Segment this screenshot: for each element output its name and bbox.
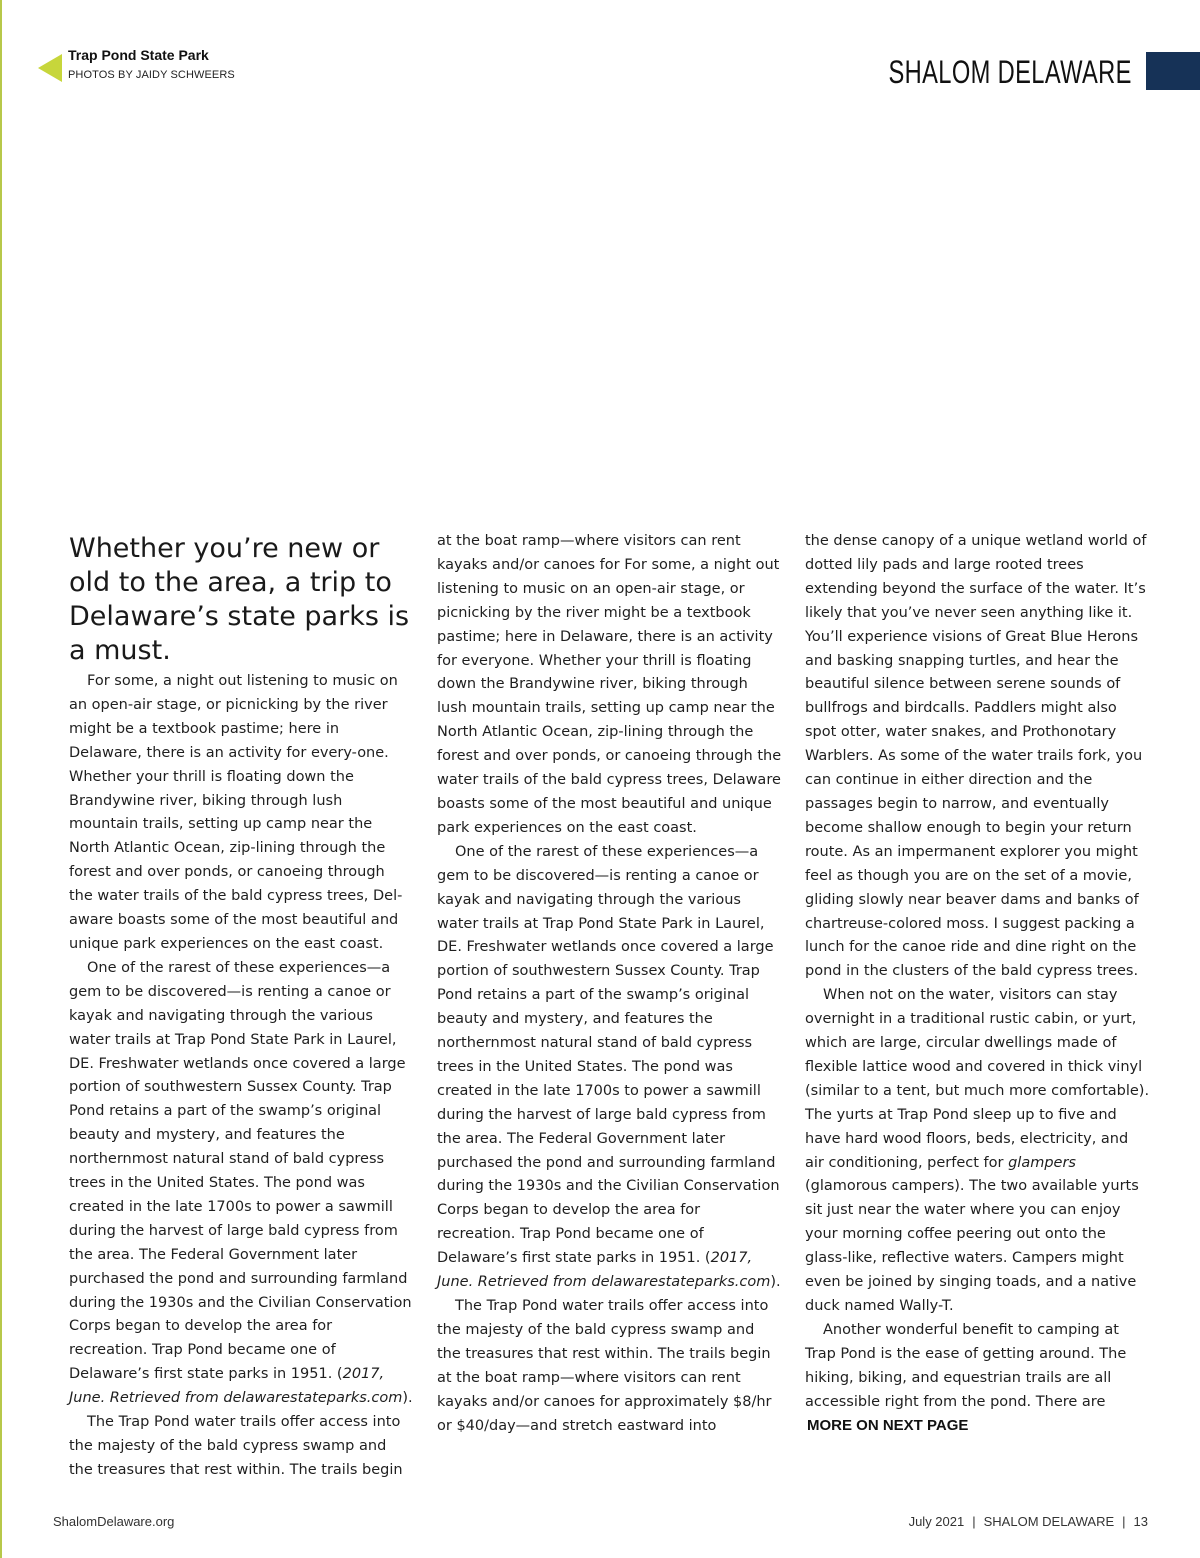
paragraph-text: ). [770,1274,781,1291]
separator: | [1122,1514,1126,1529]
caption-arrow-icon [38,54,62,82]
photo-caption-title: Trap Pond State Park [68,47,209,63]
paragraph-text: One of the rarest of these experiences—a gem to be discovered—is renting a canoe or kayak and navigating through the various water trails at Trap Pond State Park in Laurel, DE. Freshwater wetlands once covered a large portion of southwestern Sussex County. Trap Pond retains a part of the swamp’s original beauty and mystery, and features the northernmost natural stand of bald cypress trees in the United States. The pond was created in the late 1700s to power a sawmill during the harvest of large bald cypress from the area. The Federal Government later purchased the pond and surrounding farmland during the 1930s and the Civilian Conservation Corps began to develop the area for recreation. Trap Pond became one of Delaware’s first state parks in 1951. ( [69,959,412,1383]
publication-name: SHALOM DELAWARE [983,1514,1115,1529]
paragraph: Another wonderful benefit to camping at Trap Pond is the ease of getting around. The hiking, biking, and equestrian trails are all accessible right from the pond. There are [805,1321,1127,1410]
page-number: 13 [1133,1514,1148,1529]
article-column-3 [805,530,1150,1434]
paragraph-text: One of the rarest of these experiences—a gem to be discovered—is renting a canoe or kayak and navigating through the various water trails at Trap Pond State Park in Laurel, DE. Freshwater wetlands once covered a large portion of southwestern Sussex County. Trap Pond retains a part of the swamp’s original beauty and mystery, and features the northernmost natural stand of bald cypress trees in the United States. The pond was created in the late 1700s to power a sawmill during the harvest of large bald cypress from the area. The Federal Government later purchased the pond and surrounding farmland during the 1930s and the Civilian Conservation Corps began to develop the area for recreation. Trap Pond became one of Delaware’s first state parks in 1951. ( [437,843,780,1267]
article-headline: Whether you’re new or old to the area, a trip to Delaware’s state parks is a must. [69,533,410,666]
article-column-2 [437,530,782,1438]
article-column-1 [69,532,413,1483]
paragraph [69,957,413,1411]
paragraph: The Trap Pond water trails offer access into the majesty of the bald cypress swamp and the treasures that rest within. The trails begin [69,1414,403,1478]
paragraph-text: When not on the water, visitors can stay overnight in a traditional rustic cabin, or yurt, which are large, circular dwellings made of flexible lattice wood and covered in thick vinyl (similar to a tent, but much more comfortable). The yurts at Trap Pond sleep up to five and have hard wood floors, beds, electricity, and air conditioning, perfect for [805,987,1150,1171]
footer-folio [909,1514,1148,1529]
paragraph [805,984,1150,1319]
emphasis: glampers [1008,1154,1076,1171]
footer-website: ShalomDelaware.org [53,1514,175,1529]
issue-date: July 2021 [908,1514,965,1529]
paragraph-text: ). [402,1390,413,1407]
brand-accent-block [1146,52,1200,90]
separator: | [972,1514,976,1529]
magazine-brand: SHALOM DELAWARE [888,54,1132,90]
photo-credit: PHOTOS BY JAIDY SCHWEERS [68,69,235,81]
paragraph: the dense canopy of a unique wetland world of dotted lily pads and large rooted trees extending beyond the surface of the water. It’s likely that you’ve never seen anything like it. You’ll experience visions of Great Blue Herons and basking snapping turtles, and hear the beautiful silence between serene sounds of bullfrogs and birdcalls. Paddlers might also spot otter, water snakes, and Prothonotary Warblers. As some of the water trails fork, you can continue in either direction and the passages begin to narrow, and eventually become shallow enough to begin your return route. As an impermanent explorer you might feel as though you are on the set of a movie, gliding slowly near beaver dams and banks of chartreuse-colored moss. I suggest packing a lunch for the canoe ride and dine right on the pond in the clusters of the bald cypress trees. [805,533,1147,980]
continued-link[interactable]: MORE ON NEXT PAGE [807,1416,969,1434]
paragraph: For some, a night out listening to music on an open-air stage, or picnicking by the river might be a textbook pastime; here in Delaware, there is an activity for every-one. Whether your thrill is floating down the Brandywine river, biking through lush mountain trails, setting up camp near the North Atlantic Ocean, zip-lining through the forest and over ponds, or canoeing through the water trails of the bald cypress trees, Del-aware boasts some of the most beautiful and unique park experiences on the east coast. [69,673,403,952]
paragraph: The Trap Pond water trails offer access into the majesty of the bald cypress swamp and the treasures that rest within. The trails begin at the boat ramp—where visitors can rent kayaks and/or canoes for approximately $8/hr or $40/day—and stretch eastward into [437,1298,772,1434]
paragraph-text: (glamorous campers). The two available yurts sit just near the water where you can enjoy your morning coffee peering out onto the glass-like, reflective waters. Campers might even be joined by singing toads, and a native duck named Wally-T. [805,1178,1139,1314]
citation: 2017, June. Retrieved from delawarestateparks.com [437,1250,771,1291]
paragraph: at the boat ramp—where visitors can rent kayaks and/or canoes for For some, a night out listening to music on an open-air stage, or picnicking by the river might be a textbook pastime; here in Delaware, there is an activity for everyone. Whether your thrill is floating down the Brandywine river, biking through lush mountain trails, setting up camp near the North Atlantic Ocean, zip-lining through the forest and over ponds, or canoeing through the water trails of the bald cypress trees, Delaware boasts some of the most beautiful and unique park experiences on the east coast. [437,533,782,836]
left-edge-rule [0,0,2,1558]
paragraph [437,841,782,1295]
citation: 2017, June. Retrieved from delawarestateparks.com [69,1366,403,1407]
